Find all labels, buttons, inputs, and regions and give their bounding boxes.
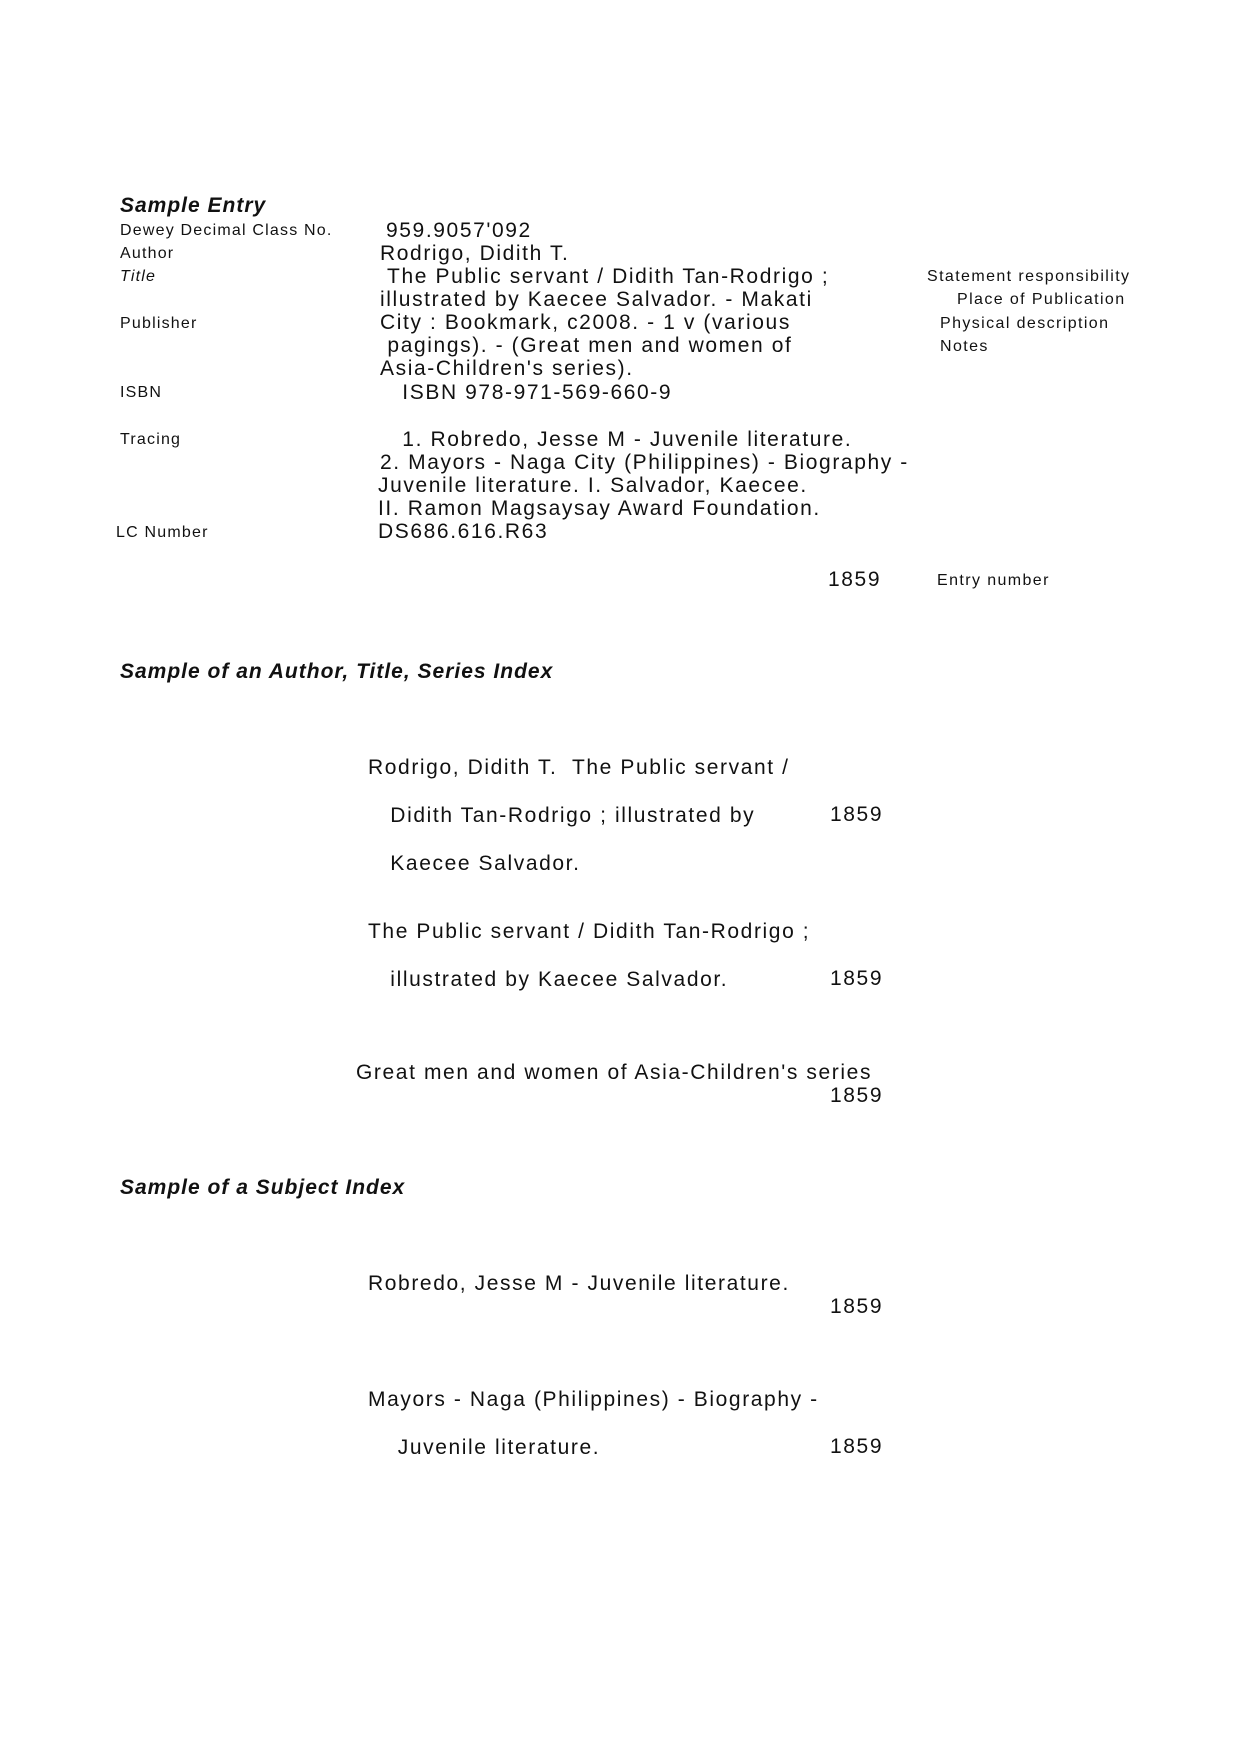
index-entry-number: 1859 bbox=[830, 1084, 884, 1107]
isbn-value: ISBN 978-971-569-660-9 bbox=[380, 381, 673, 404]
dewey-label: Dewey Decimal Class No. bbox=[120, 222, 333, 239]
lc-number-value: DS686.616.R63 bbox=[378, 520, 549, 543]
title-label: Title bbox=[120, 268, 157, 285]
tracing-label: Tracing bbox=[120, 431, 182, 448]
index-entry-series bbox=[356, 1037, 872, 1109]
entry-number-value: 1859 bbox=[828, 568, 882, 591]
author-label: Author bbox=[120, 245, 175, 262]
subject-entry-number: 1859 bbox=[830, 1435, 884, 1458]
publisher-label: Publisher bbox=[120, 315, 198, 332]
index-entry-number: 1859 bbox=[830, 803, 884, 826]
index-entry-line: Great men and women of Asia-Children's series bbox=[356, 1061, 873, 1084]
entry-number-note: Entry number bbox=[937, 572, 1050, 589]
sample-entry-heading: Sample Entry bbox=[120, 194, 267, 217]
subject-index-heading: Sample of a Subject Index bbox=[120, 1176, 406, 1199]
subject-entry-line: Robredo, Jesse M - Juvenile literature. bbox=[368, 1272, 790, 1295]
index-entry-number: 1859 bbox=[830, 967, 884, 990]
author-value: Rodrigo, Didith T. bbox=[380, 242, 570, 265]
index-entry-line: Didith Tan-Rodrigo ; illustrated by bbox=[368, 804, 756, 827]
subject-entry-line: Mayors - Naga (Philippines) - Biography - bbox=[368, 1388, 819, 1411]
subject-entry-number: 1859 bbox=[830, 1295, 884, 1318]
title-value-line-1: The Public servant / Didith Tan-Rodrigo ; bbox=[380, 265, 830, 288]
index-entry-line: illustrated by Kaecee Salvador. bbox=[368, 968, 729, 991]
dewey-value: 959.9057'092 bbox=[386, 219, 532, 242]
title-value-line-2: illustrated by Kaecee Salvador. - Makati bbox=[380, 288, 813, 311]
tracing-value-line-4: II. Ramon Magsaysay Award Foundation. bbox=[378, 497, 821, 520]
statement-responsibility-note: Statement responsibility bbox=[927, 268, 1131, 285]
publisher-value-line-2: pagings). - (Great men and women of bbox=[380, 334, 793, 357]
index-entry-line: Rodrigo, Didith T. The Public servant / bbox=[368, 756, 790, 779]
subject-entry-mayors bbox=[368, 1364, 819, 1484]
tracing-value-line-2: 2. Mayors - Naga City (Philippines) - Biography - bbox=[380, 451, 909, 474]
subject-entry-robredo bbox=[368, 1248, 790, 1320]
index-entry-author bbox=[368, 732, 790, 900]
tracing-value-line-3: Juvenile literature. I. Salvador, Kaecee. bbox=[378, 474, 808, 497]
index-entry-line: Kaecee Salvador. bbox=[368, 852, 581, 875]
lc-number-label: LC Number bbox=[116, 524, 209, 541]
tracing-value-line-1: 1. Robredo, Jesse M - Juvenile literature. bbox=[380, 428, 853, 451]
author-title-series-index-heading: Sample of an Author, Title, Series Index bbox=[120, 660, 554, 683]
isbn-label: ISBN bbox=[120, 384, 163, 401]
publisher-value-line-1: City : Bookmark, c2008. - 1 v (various bbox=[380, 311, 791, 334]
physical-description-note: Physical description bbox=[940, 315, 1110, 332]
place-of-publication-note: Place of Publication bbox=[957, 291, 1126, 308]
index-entry-line: The Public servant / Didith Tan-Rodrigo ; bbox=[368, 920, 811, 943]
notes-note: Notes bbox=[940, 338, 989, 355]
index-entry-title bbox=[368, 896, 810, 1016]
publisher-value-line-3: Asia-Children's series). bbox=[380, 357, 634, 380]
subject-entry-line: Juvenile literature. bbox=[368, 1436, 601, 1459]
